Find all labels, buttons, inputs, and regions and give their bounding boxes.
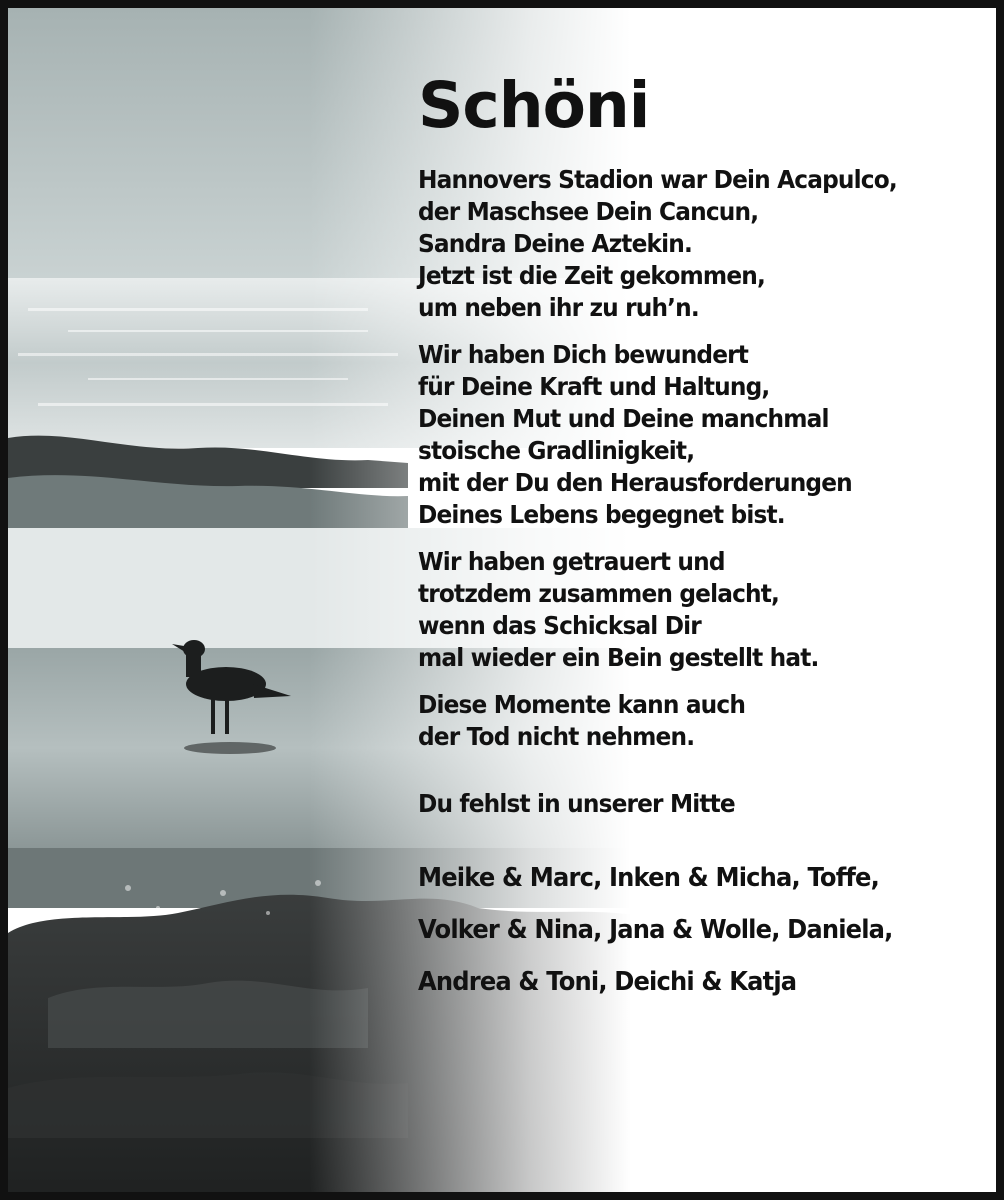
poem-line: wenn das Schicksal Dir <box>418 611 701 640</box>
signatory-line: Volker & Nina, Jana & Wolle, Daniela, <box>418 915 893 945</box>
stanza-1 <box>418 164 998 324</box>
poem-line: der Tod nicht nehmen. <box>418 722 695 751</box>
closing-line: Du fehlst in unserer Mitte <box>418 789 735 818</box>
poem-line: für Deine Kraft und Haltung, <box>418 372 770 401</box>
signatory-line: Andrea & Toni, Deichi & Katja <box>418 967 797 997</box>
closing-line-block <box>418 788 998 820</box>
stanza-4 <box>418 689 998 753</box>
poem-line: Diese Momente kann auch <box>418 690 746 719</box>
poem-line: Deinen Mut und Deine manchmal <box>418 404 829 433</box>
signatories <box>418 852 998 1008</box>
poem-line: um neben ihr zu ruh’n. <box>418 293 699 322</box>
poem-line: Hannovers Stadion war Dein Acapulco, <box>418 165 897 194</box>
poem-line: trotzdem zusammen gelacht, <box>418 579 780 608</box>
poem-line: mit der Du den Herausforderungen <box>418 468 852 497</box>
signatory-line: Meike & Marc, Inken & Micha, Toffe, <box>418 863 879 893</box>
poem-line: Wir haben Dich bewundert <box>418 340 749 369</box>
title: Schöni <box>418 69 650 142</box>
poem-line: Jetzt ist die Zeit gekommen, <box>418 261 765 290</box>
poem-line: mal wieder ein Bein gestellt hat. <box>418 643 819 672</box>
poem-line: Deines Lebens begegnet bist. <box>418 500 785 529</box>
stanza-2 <box>418 339 998 531</box>
poem-line: Sandra Deine Aztekin. <box>418 229 692 258</box>
poem-block <box>418 66 998 1008</box>
stanza-3 <box>418 546 998 674</box>
poem-line: der Maschsee Dein Cancun, <box>418 197 759 226</box>
poem-line: stoische Gradlinigkeit, <box>418 436 695 465</box>
poem-line: Wir haben getrauert und <box>418 547 725 576</box>
